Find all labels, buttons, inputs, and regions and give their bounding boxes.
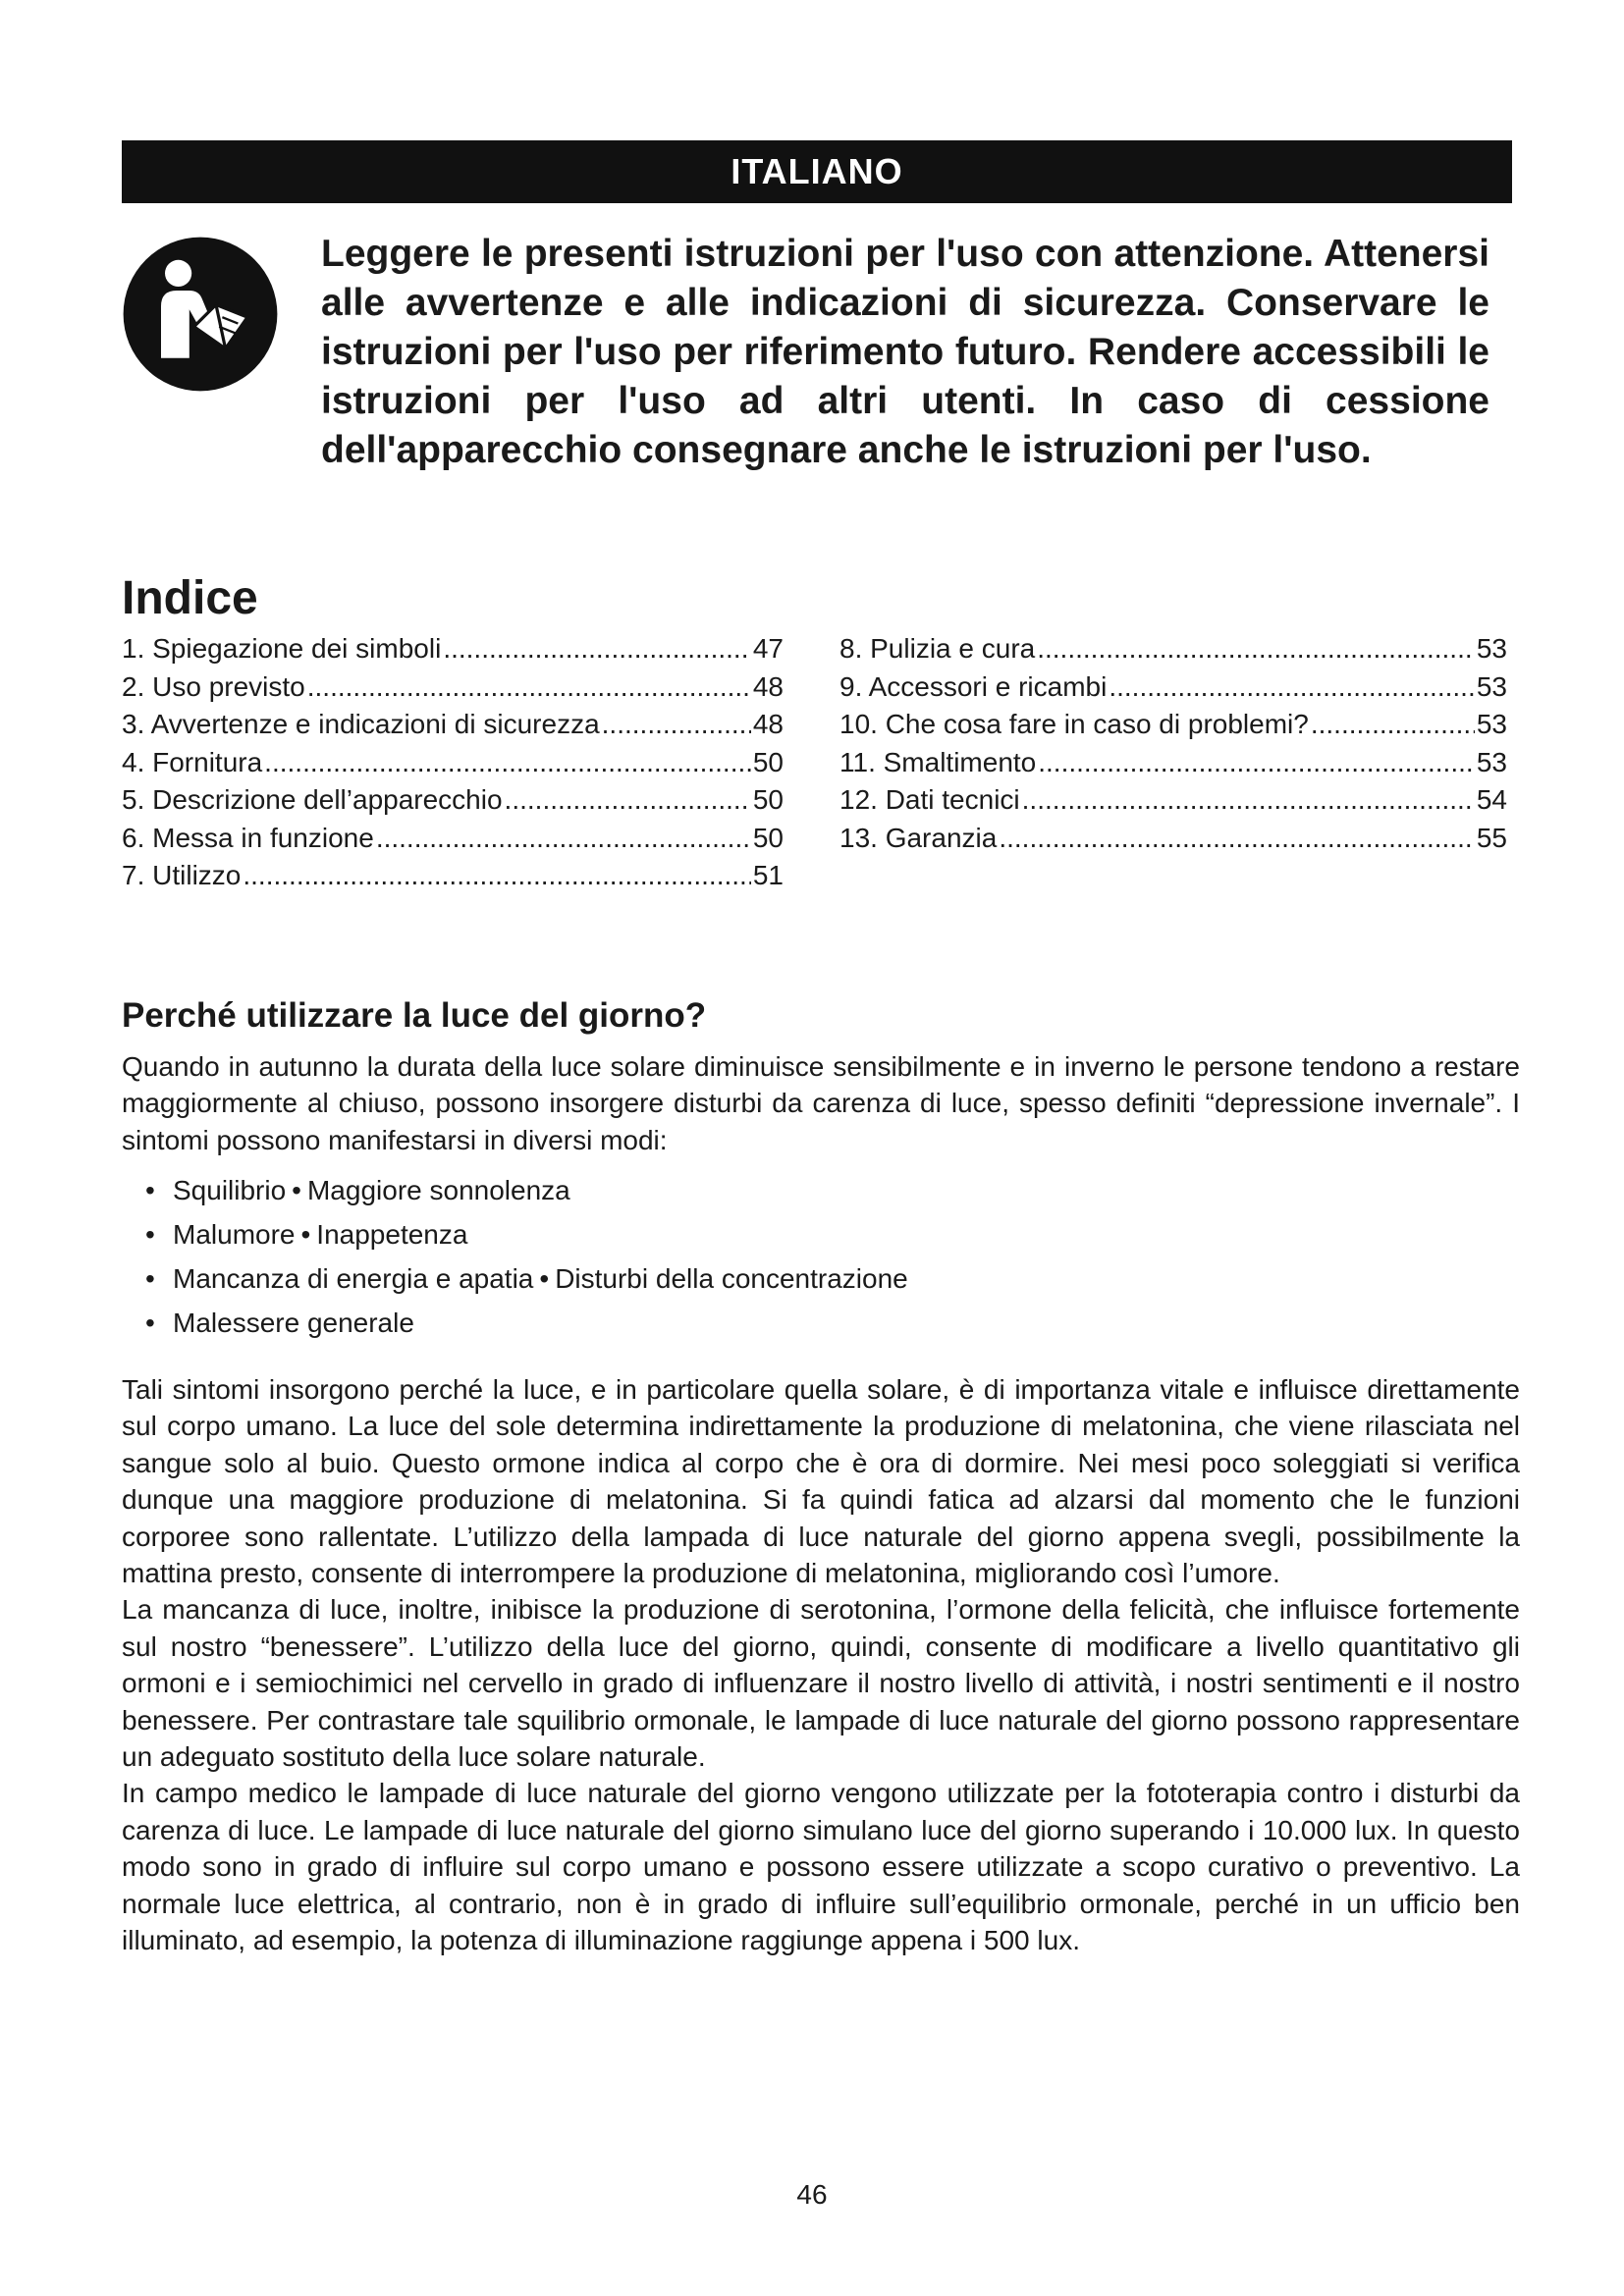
body-paragraph: Tali sintomi insorgono perché la luce, e in particolare quella solare, è di importanza vitale e influisce direttamente sul corpo umano. La luce del sole determina indirettamente la produzione di melatonina, che viene rilasciata nel sangue solo al buio. Questo ormone indica al corpo che è ora di dormire. Nei mesi poco soleggiati si verifica dunque una maggiore produzione di melatonina. Si fa quindi fatica ad alzarsi dal momento che le funzioni corporee sono rallentate. L’utilizzo della lampada di luce naturale del giorno appena svegli, possibilmente la mattina presto, consente di interrompere la produzione di melatonina, migliorando così l’umore. <box>122 1374 1520 1589</box>
symptom-b: Inappetenza <box>316 1219 468 1250</box>
bullet-icon: • <box>145 1263 155 1294</box>
index-item-label: 12. Dati tecnici <box>839 784 1020 815</box>
bullet-icon: • <box>145 1175 155 1205</box>
index-list-left <box>122 630 784 895</box>
section-title: Perché utilizzare la luce del giorno? <box>122 996 707 1035</box>
read-manual-icon <box>122 236 279 393</box>
index-item-label: 1. Spiegazione dei simboli <box>122 633 442 664</box>
safety-notice: Leggere le presenti istruzioni per l'uso con attenzione. Attenersi alle avvertenze e alle indicazioni di sicurezza. Conservare le istruzioni per l'uso per riferimento futuro. Rendere accessibili le istruzioni per l'uso ad altri utenti. In caso di cessione dell'apparecchio consegnare anche le istruzioni per l'uso. <box>321 233 1489 471</box>
index-item-label: 9. Accessori e ricambi <box>839 670 1108 702</box>
index-item[interactable] <box>122 706 784 744</box>
intro-paragraph: Quando in autunno la durata della luce solare diminuisce sensibilmente e in inverno le persone tendono a restare maggiormente al chiuso, possono insorgere disturbi da carenza di luce, spesso definiti “depressione invernale”. I sintomi possono manifestarsi in diversi modi: <box>122 1051 1520 1155</box>
page-number: 46 <box>796 2179 828 2210</box>
index-item-page: 50 <box>752 746 784 777</box>
index-item[interactable] <box>122 820 784 858</box>
index-item-leader <box>505 781 751 820</box>
bullet-icon: • <box>300 1219 311 1250</box>
index-item-leader <box>1109 668 1475 707</box>
index-item-page: 55 <box>1476 822 1507 853</box>
body-paragraph: In campo medico le lampade di luce naturale del giorno vengono utilizzate per la fototerapia contro i disturbi da carenza di luce. Le lampade di luce naturale del giorno simulano luce del giorno superando i 10.000 lux. In questo modo sono in grado di influire sul corpo umano e possono essere utilizzate a scopo curativo o preventivo. La normale luce elettrica, al contrario, non è in grado di influire sull’equilibrio ormonale, perché in un ufficio ben illuminato, ad esempio, la potenza di illuminazione raggiunge appena i 500 lux. <box>122 1778 1520 1956</box>
index-item-label: 10. Che cosa fare in caso di problemi? <box>839 709 1309 739</box>
index-item[interactable] <box>839 706 1507 744</box>
index-item-page: 53 <box>1476 746 1507 777</box>
list-item <box>145 1212 908 1256</box>
index-item-label: 2. Uso previsto <box>122 670 305 702</box>
index-item[interactable] <box>839 668 1507 707</box>
symptom-a: Malessere generale <box>173 1308 414 1338</box>
index-item-page: 53 <box>1476 633 1507 664</box>
symptom-b: Disturbi della concentrazione <box>555 1263 908 1294</box>
symptom-list <box>145 1168 908 1345</box>
index-item-label: 8. Pulizia e cura <box>839 633 1036 664</box>
bullet-icon: • <box>539 1263 550 1294</box>
index-item-leader <box>999 820 1475 858</box>
index-item-label: 13. Garanzia <box>839 822 998 853</box>
index-list-right <box>839 630 1507 857</box>
bullet-icon: • <box>292 1175 301 1205</box>
index-item[interactable] <box>122 744 784 782</box>
index-item-page: 48 <box>752 709 784 739</box>
index-item-leader <box>443 630 751 668</box>
index-item[interactable] <box>122 630 784 668</box>
language-banner: ITALIANO <box>122 140 1512 203</box>
index-item-leader <box>1037 630 1475 668</box>
index-item[interactable] <box>839 781 1507 820</box>
index-item-leader <box>376 820 751 858</box>
index-item-leader <box>1038 744 1475 782</box>
list-item <box>145 1168 908 1212</box>
index-item-page: 47 <box>752 633 784 664</box>
index-item-page: 54 <box>1476 784 1507 815</box>
index-item[interactable] <box>122 668 784 707</box>
index-item-page: 50 <box>752 822 784 853</box>
index-item-leader <box>1311 706 1475 744</box>
index-item-label: 7. Utilizzo <box>122 860 242 890</box>
symptom-a: Squilibrio <box>173 1175 287 1205</box>
index-item-leader <box>264 744 751 782</box>
list-item <box>145 1256 908 1301</box>
index-item-label: 5. Descrizione dell’apparecchio <box>122 784 503 815</box>
index-item-label: 11. Smaltimento <box>839 746 1037 777</box>
index-item-label: 3. Avvertenze e indicazioni di sicurezza <box>122 709 600 739</box>
body-text <box>122 1371 1520 1959</box>
index-item-label: 6. Messa in funzione <box>122 822 374 853</box>
list-item <box>145 1301 908 1345</box>
body-paragraph: La mancanza di luce, inoltre, inibisce la produzione di serotonina, l’ormone della felicità, che influisce fortemente sul nostro “benessere”. L’utilizzo della luce del giorno, quindi, consente di modificare a livello quantitativo gli ormoni e i semiochimici nel cervello in grado di influenzare il nostro livello di attività, i nostri sentimenti e il nostro benessere. Per contrastare tale squilibrio ormonale, le lampade di luce naturale del giorno possono rappresentare un adeguato sostituto della luce solare naturale. <box>122 1594 1520 1773</box>
symptom-a: Mancanza di energia e apatia <box>173 1263 534 1294</box>
index-item-page: 48 <box>752 670 784 702</box>
index-item-label: 4. Fornitura <box>122 746 263 777</box>
index-item-page: 53 <box>1476 709 1507 739</box>
index-item-page: 50 <box>752 784 784 815</box>
index-item[interactable] <box>839 820 1507 858</box>
index-item-page: 53 <box>1476 670 1507 702</box>
symptom-a: Malumore <box>173 1219 296 1250</box>
index-item-leader <box>602 706 751 744</box>
symptom-b: Maggiore sonnolenza <box>306 1175 570 1205</box>
bullet-icon: • <box>145 1308 155 1338</box>
index-item-page: 51 <box>752 860 784 890</box>
bullet-icon: • <box>145 1219 155 1250</box>
index-item[interactable] <box>122 857 784 895</box>
index-item[interactable] <box>839 744 1507 782</box>
index-item-leader <box>307 668 751 707</box>
index-item-leader <box>1022 781 1475 820</box>
index-item[interactable] <box>839 630 1507 668</box>
index-title: Indice <box>122 572 258 624</box>
index-item[interactable] <box>122 781 784 820</box>
index-item-leader <box>243 857 750 895</box>
